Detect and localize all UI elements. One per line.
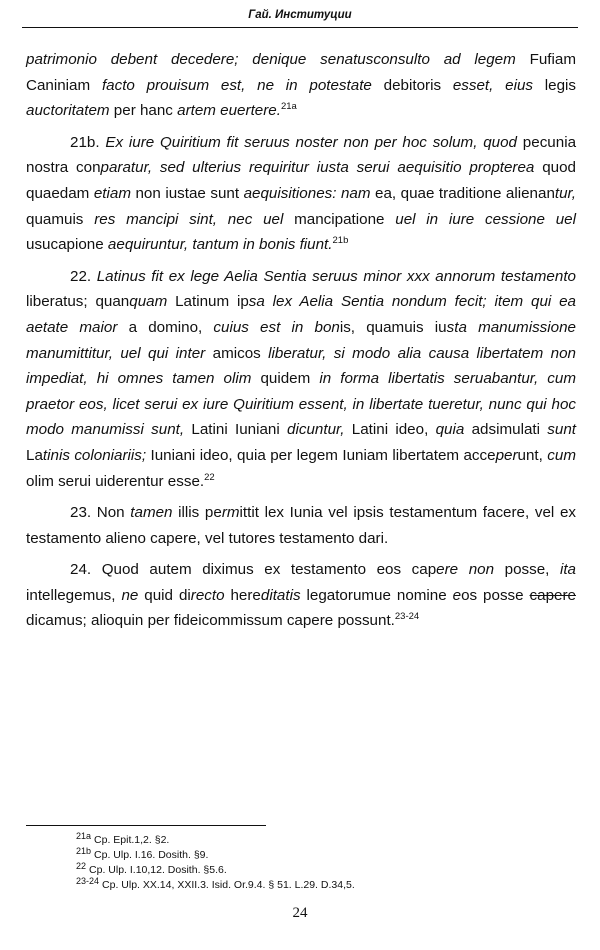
text-run: etiam bbox=[93, 184, 131, 202]
text-run: adsimulati bbox=[464, 421, 548, 439]
text-run: ea, quae traditione alienan bbox=[370, 184, 555, 202]
footnote-ref: 21a bbox=[280, 101, 297, 113]
footnote-mark: 21b bbox=[76, 846, 92, 856]
text-run: sa lex Aelia Sentia nondum fecit; item qui ea aetate maior bbox=[26, 293, 576, 336]
text-run: pecunia nostra con bbox=[26, 133, 577, 177]
text-run: ditatis bbox=[260, 586, 301, 604]
text-run: ere non bbox=[436, 561, 495, 579]
text-run: esset, eius bbox=[452, 76, 533, 94]
text-run: mancipatione bbox=[283, 210, 396, 228]
text-run: quid di bbox=[138, 586, 191, 604]
text-run: per bbox=[495, 446, 518, 464]
text-run: Latini Iuniani bbox=[184, 421, 288, 439]
text-run: dicamus; alioquin per fideicommissum capere possunt. bbox=[26, 612, 395, 630]
text-run: tamen bbox=[130, 504, 173, 522]
page-number: 24 bbox=[292, 905, 308, 921]
text-run: quam bbox=[129, 293, 168, 311]
text-run: illis pe bbox=[172, 504, 222, 522]
text-run: olim serui uiderentur esse. bbox=[26, 472, 205, 490]
running-header: Гай. Институции bbox=[248, 9, 352, 21]
footnote-ref: 22 bbox=[204, 471, 215, 483]
text-run: aequiruntur, tantum in bonis fiunt. bbox=[107, 236, 333, 254]
text-run: ne bbox=[121, 586, 139, 604]
text-run: auctoritatem bbox=[26, 102, 110, 120]
footnote-mark: 21a bbox=[76, 831, 92, 841]
text-run: tinis coloniariis; bbox=[42, 446, 147, 464]
text-run: aequisitiones: nam bbox=[243, 184, 371, 202]
text-run: liberatur, si modo alia causa libertatem non impediat, hi omnes tamen olim bbox=[26, 344, 576, 388]
text-run: debitoris bbox=[371, 76, 453, 94]
text-run: Iuniani ideo, quia per legem Iuniam libertatem acce bbox=[146, 446, 496, 464]
text-run: os posse bbox=[461, 586, 530, 604]
footnote-text: Cp. Ulp. I.10,12. Dosith. §5.6. bbox=[89, 864, 227, 876]
text-run: amicos bbox=[205, 344, 269, 362]
text-run: usucapione bbox=[26, 236, 108, 254]
text-run: 21b. bbox=[70, 133, 106, 151]
text-run: Latini ideo, bbox=[344, 421, 436, 439]
text-run: artem euertere. bbox=[177, 102, 281, 120]
text-run: 22. bbox=[70, 267, 97, 285]
text-run: ita bbox=[559, 561, 576, 579]
footnote-ref: 21b bbox=[332, 235, 349, 247]
text-run: facto prouisum est, ne in potestate bbox=[101, 76, 372, 94]
text-run: Ex iure Quiritium fit seruus noster non per hoc solum, quod bbox=[105, 133, 518, 151]
text-run: a domino, bbox=[117, 318, 214, 336]
footnote-ref: 23-24 bbox=[394, 611, 420, 623]
text-run: quamuis bbox=[26, 210, 95, 228]
text-run: sta manumissione manumittitur, uel qui inter bbox=[26, 318, 576, 362]
footnote-text: Cp. Epit.1,2. §2. bbox=[94, 834, 170, 846]
footnote-text: Cp. Ulp. XX.14, XXII.3. Isid. Or.9.4. § 51. L.29. D.34,5. bbox=[102, 879, 355, 891]
paragraph-23 bbox=[26, 500, 576, 551]
text-run: quia bbox=[435, 421, 465, 439]
paragraph-24 bbox=[26, 557, 576, 634]
text-run: legatorumue nomine bbox=[300, 586, 453, 604]
paragraph-21b bbox=[26, 130, 576, 258]
text-run: cum bbox=[547, 446, 576, 464]
text-run: La bbox=[26, 446, 43, 464]
text-run: 23. Non bbox=[70, 504, 131, 522]
text-run: posse, bbox=[494, 561, 560, 579]
text-run: quidem bbox=[251, 370, 320, 388]
text-run: unt, bbox=[517, 446, 548, 464]
text-run: Latinum ip bbox=[167, 293, 249, 311]
paragraph-22 bbox=[26, 264, 576, 494]
text-run: liberatus; quan bbox=[26, 293, 130, 311]
text-run: intellegemus, bbox=[26, 586, 122, 604]
text-run: legis bbox=[532, 76, 576, 94]
text-run: e bbox=[452, 586, 462, 604]
text-run: 24. Quod autem diximus ex testamento eos cap bbox=[70, 561, 437, 579]
text-run: paratur, sed ulterius requiritur iusta serui aequisitio propterea bbox=[100, 159, 535, 177]
footnote bbox=[76, 878, 556, 893]
text-run: cuius est in bon bbox=[213, 318, 340, 336]
text-run: is, quamuis iu bbox=[339, 318, 447, 336]
text-run: res mancipi sint, nec uel bbox=[94, 210, 284, 228]
text-run: Fufiam Caniniam bbox=[26, 51, 576, 94]
text-run: patrimonio debent decedere; denique senatusconsulto ad legem bbox=[26, 51, 516, 68]
header-rule bbox=[22, 27, 578, 28]
text-run: non iustae sunt bbox=[130, 184, 244, 202]
text-run: sunt bbox=[547, 421, 576, 439]
footnotes bbox=[76, 833, 556, 893]
footnote bbox=[76, 848, 556, 863]
footnote-mark: 23-24 bbox=[76, 876, 100, 886]
text-run: capere bbox=[529, 586, 576, 604]
footnote bbox=[76, 863, 556, 878]
text-run: per hanc bbox=[109, 102, 178, 120]
footnote-text: Cp. Ulp. I.16. Dosith. §9. bbox=[94, 849, 209, 861]
text-run: uel in iure cessione uel bbox=[395, 210, 576, 228]
text-run: tur, bbox=[554, 184, 576, 202]
text-run: ittit lex Iunia vel ipsis testamentum facere, vel ex testamento alieno capere, vel tutores testamento dari. bbox=[26, 504, 576, 547]
footnote-mark: 22 bbox=[76, 861, 87, 871]
footnote bbox=[76, 833, 556, 848]
text-run: in forma libertatis seruabantur, cum praetor eos, licet serui ex iure Quiritium essent, in libertate tueretur, nunc qui hoc modo manumissi sunt, bbox=[26, 370, 576, 439]
text-run: rm bbox=[221, 504, 240, 522]
text-run: Latinus fit ex lege Aelia Sentia seruus minor xxx annorum testamento bbox=[96, 267, 576, 285]
text-run: recto bbox=[190, 586, 225, 604]
body-text bbox=[26, 47, 576, 640]
text-run: quod quaedam bbox=[26, 159, 577, 202]
text-run: dicuntur, bbox=[287, 421, 345, 439]
footnote-rule bbox=[26, 825, 266, 826]
text-run: here bbox=[224, 586, 261, 604]
paragraph bbox=[26, 47, 576, 124]
